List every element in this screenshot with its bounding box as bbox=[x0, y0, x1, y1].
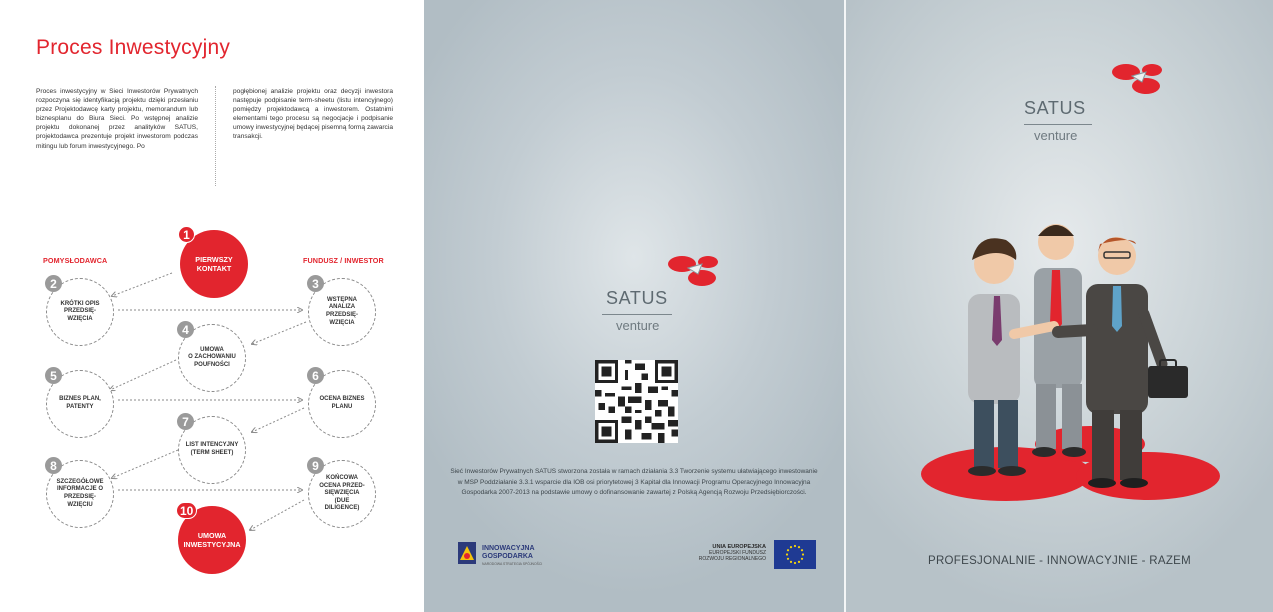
lane-label-idea-owner: POMYSŁODAWCA bbox=[43, 256, 108, 265]
ig-logo-mark bbox=[456, 540, 478, 566]
step-number: 4 bbox=[177, 321, 194, 338]
step-number: 3 bbox=[307, 275, 324, 292]
process-step bbox=[180, 227, 248, 298]
satus-logo-mark bbox=[664, 254, 728, 286]
step-label: KOŃCOWA OCENA PRZED- SIĘWZIĘCIA (DUE DILIGENCE) bbox=[319, 475, 365, 512]
process-step bbox=[46, 370, 114, 438]
step-number: 5 bbox=[45, 367, 62, 384]
logo-name: SATUS bbox=[606, 288, 668, 308]
step-number: 10 bbox=[176, 502, 197, 519]
logo-rule bbox=[602, 314, 672, 315]
logo-name: SATUS bbox=[1024, 98, 1086, 118]
front-cover-panel bbox=[846, 0, 1273, 612]
step-number: 2 bbox=[45, 275, 62, 292]
process-step bbox=[46, 460, 114, 528]
logo-sub: venture bbox=[1034, 128, 1078, 143]
page-title: Proces Inwestycyjny bbox=[36, 36, 231, 59]
back-cover-panel bbox=[424, 0, 844, 612]
funding-statement: Sieć Inwestorów Prywatnych SATUS stworzona została w ramach działania 3.3 Tworzenie systemu ułatwiającego inwestowanie w MSP Poddziałanie 3.3.1 wsparcie dla IOB osi priorytetowej 3 Kapitał dla Innowacji Programu Operacyjnego Innowacyjna Gospodarka 2007-2013 na podstawie umowy o dofinansowanie zawartej z Polską Agencją Rozwoju Przedsiębiorczości. bbox=[450, 468, 818, 497]
businessmen-illustration bbox=[886, 214, 1236, 514]
eu-flag-icon bbox=[774, 540, 816, 569]
process-step bbox=[308, 460, 376, 528]
ig-logo-subtitle: NARODOWA STRATEGIA SPÓJNOŚCI bbox=[482, 562, 543, 566]
process-panel bbox=[0, 0, 424, 612]
process-step bbox=[308, 278, 376, 346]
eu-title: UNIA EUROPEJSKA bbox=[712, 544, 766, 550]
step-number: 1 bbox=[178, 226, 195, 243]
step-label: BIZNES PLAN, PATENTY bbox=[59, 396, 101, 410]
ig-logo-title: INNOWACYJNA GOSPODARKA bbox=[482, 545, 535, 560]
step-label: KRÓTKI OPIS PRZEDSIĘ- WZIĘCIA bbox=[60, 300, 100, 322]
process-step bbox=[178, 416, 246, 484]
step-number: 6 bbox=[307, 367, 324, 384]
step-label: PIERWSZY KONTAKT bbox=[195, 255, 233, 273]
process-step bbox=[46, 278, 114, 346]
satus-logo-mark bbox=[1108, 62, 1172, 94]
logo-sub: venture bbox=[616, 318, 660, 333]
paragraph-column-2: pogłębionej analizie projektu oraz decyzji inwestora następuje podpisanie term-sheetu (listu intencyjnego) pomiędzy projektodawcą a inwestorem. Ostatnimi elementami tego procesu są negocjacje i podpisanie umowy inwestycyjnej będącej pisemną formą zawarcia transakcji. bbox=[233, 88, 393, 141]
step-number: 8 bbox=[45, 457, 62, 474]
qr-code[interactable] bbox=[595, 360, 678, 443]
eu-logo-text bbox=[699, 544, 766, 562]
step-label: SZCZEGÓŁOWE INFORMACJE O PRZEDSIĘ- WZIĘCIU bbox=[56, 478, 104, 508]
step-label: LIST INTENCYJNY (TERM SHEET) bbox=[185, 442, 239, 456]
step-label: OCENA BIZNES PLANU bbox=[319, 396, 365, 410]
step-label: WSTĘPNA ANALIZA PRZEDSIĘ- WZIĘCIA bbox=[325, 296, 358, 326]
process-step bbox=[308, 370, 376, 438]
logo-rule bbox=[1024, 124, 1092, 125]
lane-label-investor: FUNDUSZ / INWESTOR bbox=[303, 256, 384, 265]
eu-logo bbox=[694, 540, 816, 570]
tagline: PROFESJONALNIE - INNOWACYJNIE - RAZEM bbox=[927, 555, 1192, 567]
innowacyjna-gospodarka-logo bbox=[456, 536, 566, 570]
process-step bbox=[178, 324, 246, 392]
step-label: UMOWA INWESTYCYJNA bbox=[183, 531, 241, 549]
step-label: UMOWA O ZACHOWANIU POUFNOŚCI bbox=[188, 346, 236, 368]
step-number: 7 bbox=[177, 413, 194, 430]
eu-subtitle: EUROPEJSKI FUNDUSZ ROZWOJU REGIONALNEGO bbox=[698, 550, 766, 562]
paragraph-column-1: Proces inwestycyjny w Sieci Inwestorów Prywatnych rozpoczyna się identyfikacją projektu dzięki przesłaniu przez Projektodawcę karty projektu, memorandum lub biznesplanu do Biura Sieci. Po wstępnej analizie projektu dokonanej przez analityków SATUS, projektodawca prezentuje projekt inwestorom podczas mitingu lub forum inwestycyjnego. Po bbox=[36, 88, 198, 150]
step-number: 9 bbox=[307, 457, 324, 474]
process-step bbox=[178, 503, 246, 574]
